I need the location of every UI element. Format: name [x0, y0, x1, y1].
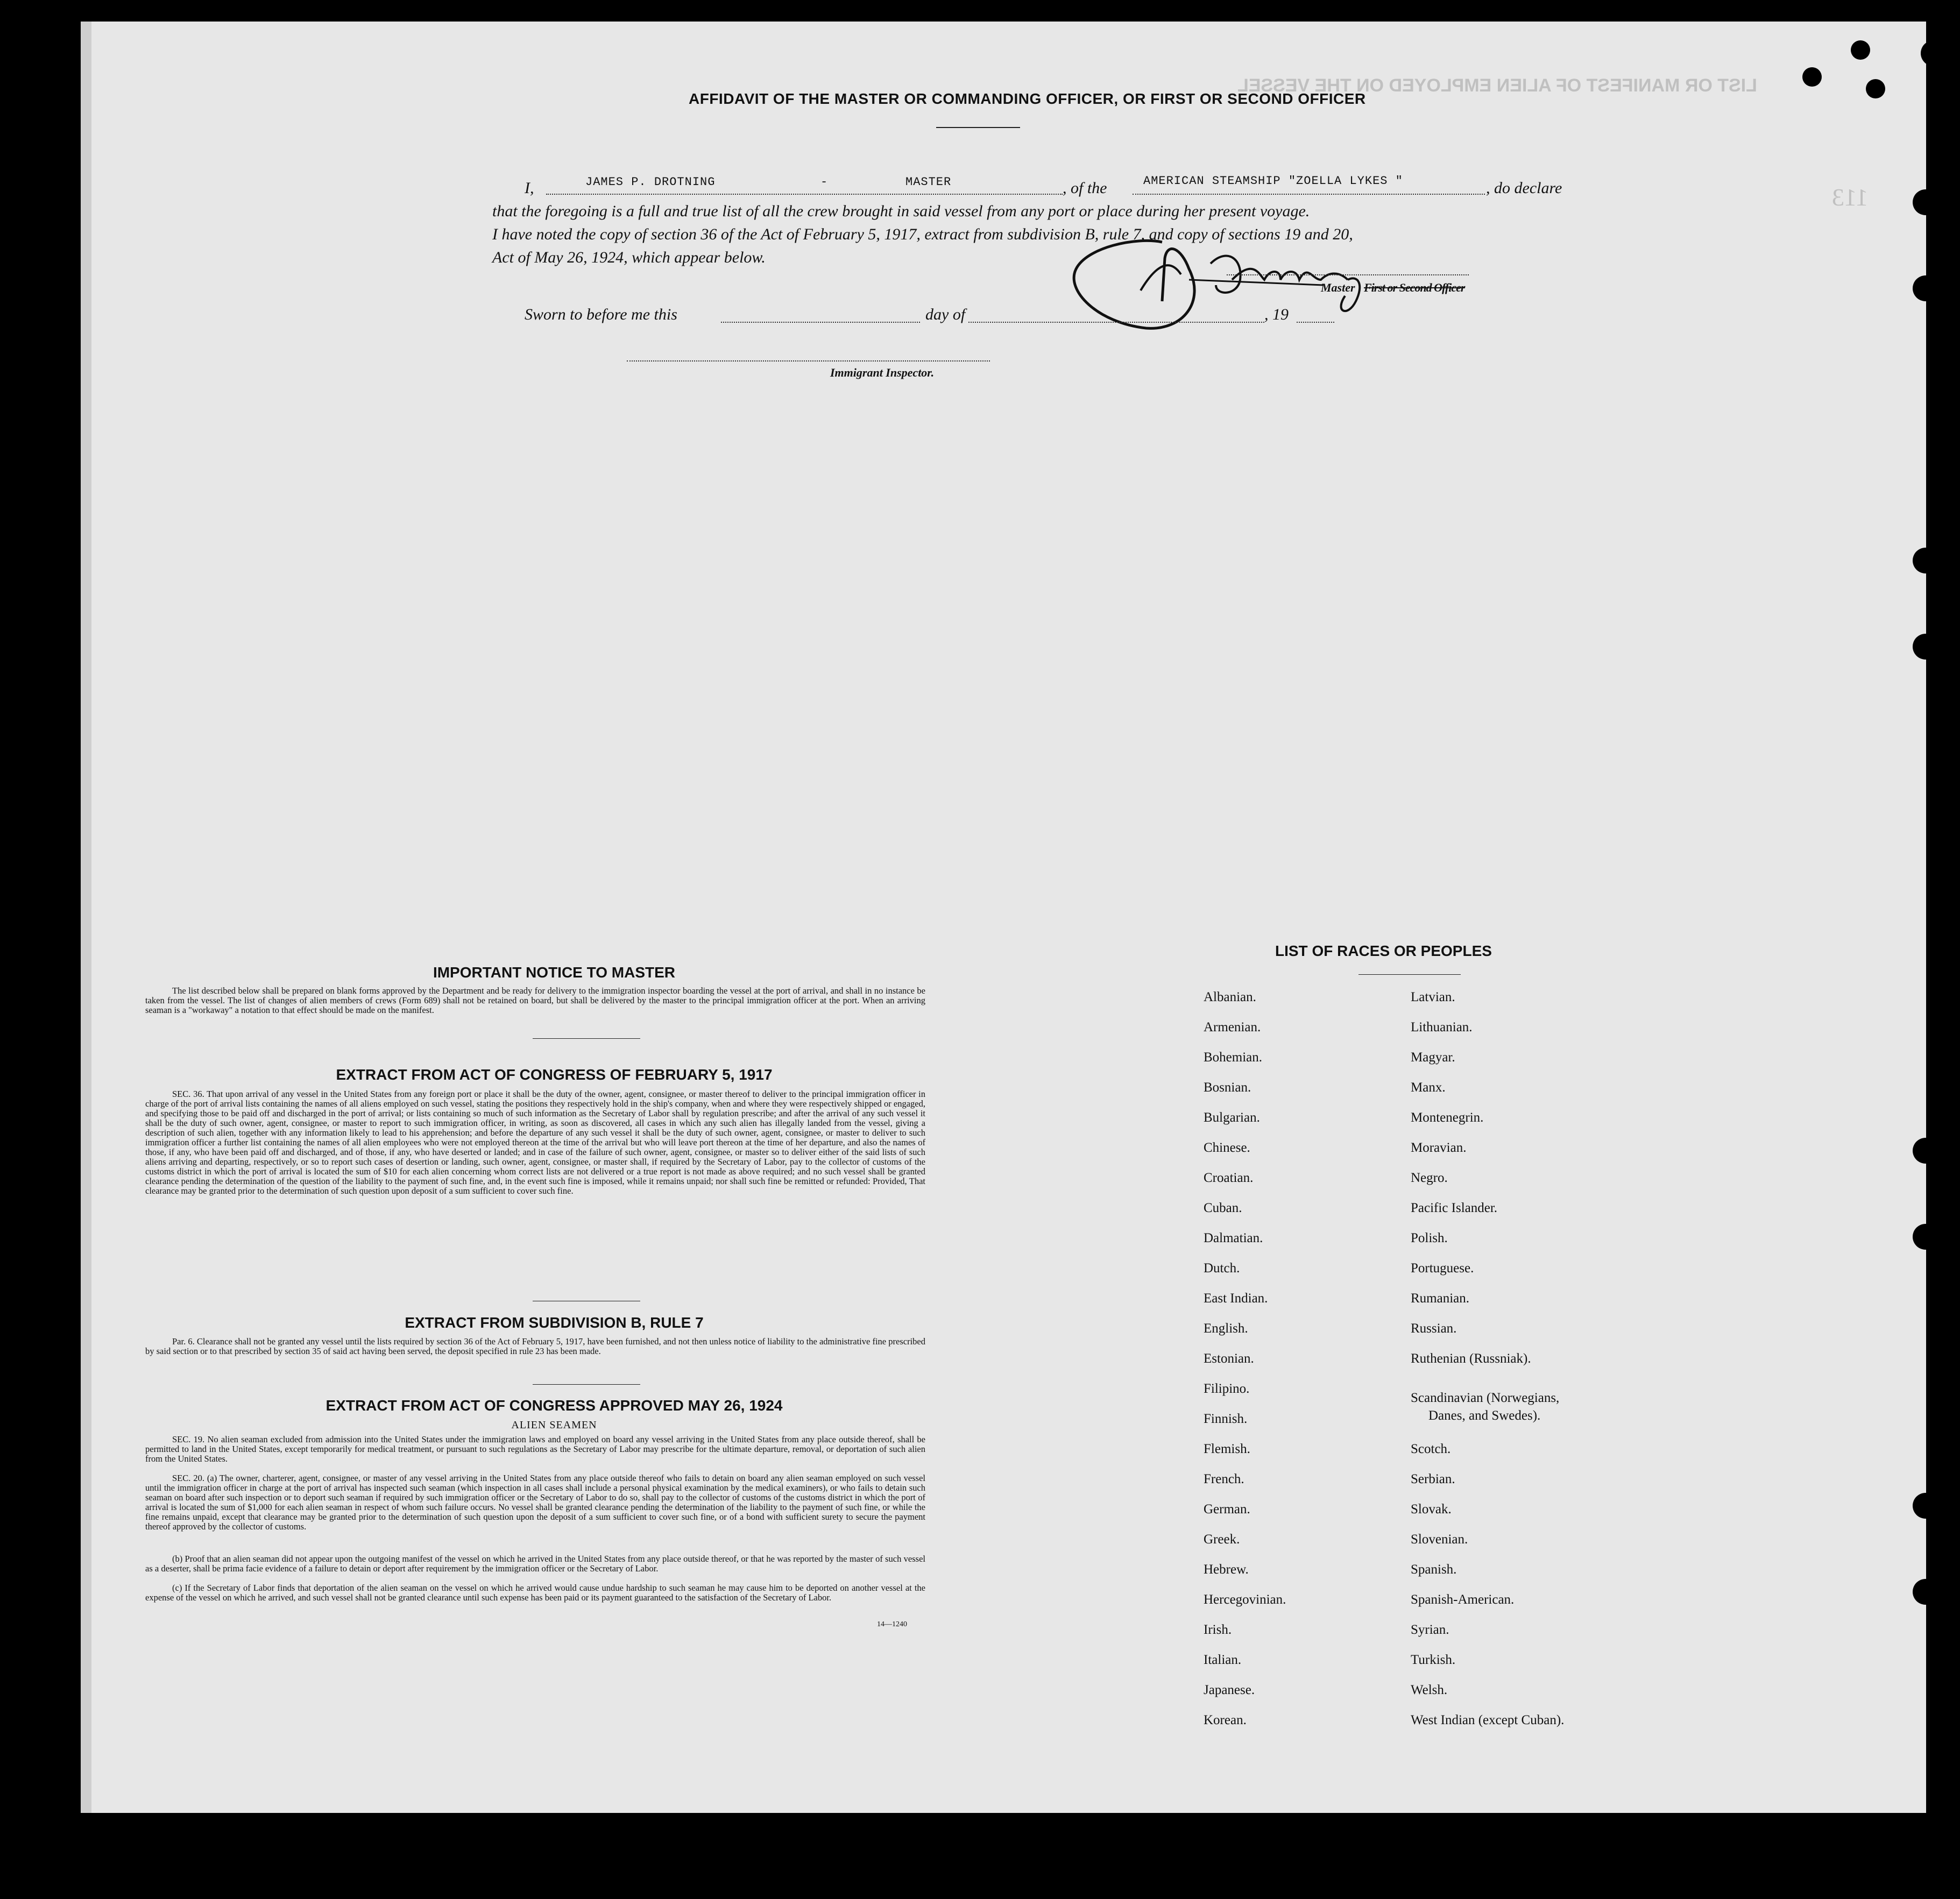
page-edge	[81, 22, 91, 1813]
month-underline	[968, 322, 1264, 323]
sec20c-text: (c) If the Secretary of Labor finds that deportation of the alien seaman on the vessel on which he arrived would cause undue hardship to such seaman he may cause him to be deported on another vessel at the expense of the vessel on which he arrived, and such vessel shall not be granted clearance until such expense has been paid or its payment guaranteed to the satisfaction of the Secretary of Labor.	[145, 1583, 925, 1603]
punch-hole	[1913, 1224, 1938, 1250]
extract-1917-text: SEC. 36. That upon arrival of any vessel in the United States from any foreign port or place it shall be the duty of the owner, agent, consignee, or master thereof to deliver to the principal immigration officer in charge of the port of arrival lists containing the names of all aliens employed on such vessel, stating the positions they respectively hold in the ship's company, when and where they were respectively shipped or engaged, and specifying those to be paid off and discharged in the port of arrival; or lists containing so much of such information as the Secretary of Labor shall by regulation prescribe; and after the arrival of any such vessel it shall be the duty of such owner, agent, consignee, or master to report to such immigration officer, in writing, as soon as discovered, all cases in which any such alien has illegally landed from the vessel, giving a description of such alien, together with any information likely to lead to his apprehension; and before the departure of any such vessel it shall be the duty of such owner, agent, consignee, or master to deliver to such immigration officer a further list containing the names of all alien employees who were not employed thereon at the time of the arrival but who will leave port thereon at the time of her departure, and also the names of those, if any, who have been paid off and discharged, and of those, if any, who have deserted or landed; and in case of the failure of such owner, agent, consignee, or master so to deliver either of the said lists of such aliens arriving and departing, respectively, or so to report such cases of desertion or landing, such owner, agent, consignee, or master shall, if required by the Secretary of Labor, pay to the collector of customs of the customs district in which the port of arrival is located the sum of $10 for each alien concerning whom correct lists are not delivered or a true report is not made as above required; and no such vessel shall be granted clearance pending the determination of the question of the liability to the payment of such fine, and, in the event such fine is imposed, while it remains unpaid; nor shall such fine be remitted or refunded: Provided, That clearance may be granted prior to the determination of such question upon deposit of a sum sufficient to cover such fine.	[145, 1089, 925, 1196]
affidavit-lead: I,	[525, 179, 534, 197]
punch-hole	[1921, 40, 1947, 66]
name-dash: -	[820, 175, 829, 189]
inspector-label: Immigrant Inspector.	[830, 366, 935, 379]
race-left: Korean.	[1204, 1713, 1247, 1727]
sworn-text: Sworn to before me this	[525, 306, 677, 323]
race-right: Pacific Islander.	[1411, 1201, 1498, 1215]
punch-hole	[1851, 40, 1870, 60]
vessel-underline	[1133, 194, 1485, 195]
race-left: Greek.	[1204, 1532, 1240, 1547]
sec20a-text: SEC. 20. (a) The owner, charterer, agent, consignee, or master of any vessel arriving in the United States from any place outside thereof who fails to detain on board any alien seaman employed on such vessel until the immigration officer in charge at the port of arrival has inspected such seaman (which inspection in all cases shall include a personal physical examination by the medical examiners), or who fails to detain such seaman on board after such inspection or to deport such seaman if required by such immigration officer or the Secretary of Labor to do so, shall pay to the collector of customs of the customs district in which the port of arrival is located the sum of $1,000 for each alien seaman in respect of whom such failure occurs. No vessel shall be granted clearance pending the determination of the liability to the payment of such fine, or while the fine remains unpaid, except that clearance may be granted prior to the determination of such question upon the deposit of a sum sufficient to cover such fine, or of a bond with sufficient surety to secure the payment thereof approved by the collector of customs.	[145, 1473, 925, 1532]
race-left: German.	[1204, 1502, 1250, 1517]
race-right: Portuguese.	[1411, 1261, 1474, 1276]
document-page	[81, 22, 1926, 1813]
race-right: Rumanian.	[1411, 1291, 1470, 1306]
year-underline	[1297, 322, 1334, 323]
alien-seamen-subheading: ALIEN SEAMEN	[511, 1419, 597, 1431]
sworn-day-underline	[721, 322, 920, 323]
master-rank: MASTER	[905, 175, 952, 189]
race-right: Negro.	[1411, 1171, 1448, 1185]
races-divider	[1358, 974, 1461, 975]
affidavit-line-4: Act of May 26, 1924, which appear below.	[492, 249, 766, 266]
race-left: Cuban.	[1204, 1201, 1242, 1215]
race-right: Ruthenian (Russniak).	[1411, 1351, 1531, 1366]
race-left: Armenian.	[1204, 1020, 1261, 1034]
race-right: Syrian.	[1411, 1622, 1449, 1637]
extract-1924-heading: EXTRACT FROM ACT OF CONGRESS APPROVED MAY 26, 1924	[326, 1397, 783, 1414]
of-the-text: , of the	[1063, 179, 1107, 197]
name-underline	[546, 194, 1063, 195]
race-right: Scotch.	[1411, 1442, 1451, 1456]
race-right: Magyar.	[1411, 1050, 1455, 1065]
master-name: JAMES P. DROTNING	[585, 175, 716, 189]
race-right: Danes, and Swedes).	[1428, 1408, 1541, 1423]
race-right: Polish.	[1411, 1231, 1448, 1245]
race-right: West Indian (except Cuban).	[1411, 1713, 1565, 1727]
affidavit-line-2: that the foregoing is a full and true list of all the crew brought in said vessel from any port or place during her present voyage.	[492, 202, 1310, 220]
race-right: Slovenian.	[1411, 1532, 1468, 1547]
punch-hole	[1913, 1493, 1938, 1519]
race-left: Hercegovinian.	[1204, 1592, 1286, 1607]
year-prefix: , 19	[1264, 306, 1289, 323]
race-right: Spanish-American.	[1411, 1592, 1515, 1607]
punch-hole	[1802, 67, 1822, 87]
race-left: Flemish.	[1204, 1442, 1250, 1456]
race-left: Dalmatian.	[1204, 1231, 1263, 1245]
inspector-underline	[627, 360, 990, 362]
signature-underline	[1227, 274, 1469, 275]
sec20b-text: (b) Proof that an alien seaman did not appear upon the outgoing manifest of the vessel on which he arrived in the United States from any place outside thereof, or that he was reported by the master of such vessel as a deserter, shall be prima facie evidence of a failure to detain or deport after requirement by the immigration officer or the Secretary of Labor.	[145, 1554, 925, 1574]
race-left: French.	[1204, 1472, 1244, 1486]
race-left: Bosnian.	[1204, 1080, 1251, 1095]
race-left: Italian.	[1204, 1653, 1242, 1667]
rule7-heading: EXTRACT FROM SUBDIVISION B, RULE 7	[405, 1314, 704, 1331]
race-left: Chinese.	[1204, 1140, 1250, 1155]
race-left: East Indian.	[1204, 1291, 1268, 1306]
race-right: Manx.	[1411, 1080, 1446, 1095]
race-right: Montenegrin.	[1411, 1110, 1484, 1125]
race-left: Bohemian.	[1204, 1050, 1263, 1065]
race-right: Lithuanian.	[1411, 1020, 1473, 1034]
bleed-through-header: LIST OR MANIFEST OF ALIEN EMPLOYED ON THE VESSEL	[1237, 75, 1757, 96]
extract-1917-heading: EXTRACT FROM ACT OF CONGRESS OF FEBRUARY 5, 1917	[336, 1066, 773, 1083]
affidavit-title: AFFIDAVIT OF THE MASTER OR COMMANDING OFFICER, OR FIRST OR SECOND OFFICER	[689, 90, 1366, 107]
race-right: Turkish.	[1411, 1653, 1456, 1667]
punch-hole	[1913, 634, 1938, 660]
race-left: Dutch.	[1204, 1261, 1240, 1276]
signature-master-label: Master	[1321, 281, 1355, 294]
race-right: Serbian.	[1411, 1472, 1455, 1486]
race-right: Slovak.	[1411, 1502, 1452, 1517]
punch-hole	[1913, 275, 1938, 301]
divider-3	[533, 1384, 640, 1385]
race-right: Welsh.	[1411, 1683, 1448, 1697]
race-left: Bulgarian.	[1204, 1110, 1260, 1125]
race-left: Hebrew.	[1204, 1562, 1249, 1577]
punch-hole	[1913, 189, 1938, 215]
title-divider	[936, 127, 1020, 128]
divider-1	[533, 1038, 640, 1039]
punch-hole	[1866, 79, 1885, 98]
notice-text: The list described below shall be prepared on blank forms approved by the Department and be ready for delivery to the immigration inspector boarding the vessel at the port of arrival, and shall in no instance be taken from the vessel. The list of changes of alien members of crews (Form 689) shall not be retained on board, but shall be delivered by the master to the principal immigration officer at the port. When an arriving seaman is a "workaway" a notation to that effect should be made on the manifest.	[145, 986, 925, 1015]
vessel-name: AMERICAN STEAMSHIP "ZOELLA LYKES "	[1143, 174, 1403, 188]
punch-hole	[1913, 548, 1938, 573]
signature-struck-label: First or Second Officer	[1364, 281, 1465, 294]
race-right: Scandinavian (Norwegians,	[1411, 1391, 1560, 1405]
punch-hole	[1913, 1138, 1938, 1164]
declare-text: , do declare	[1486, 179, 1562, 197]
races-heading: LIST OF RACES OR PEOPLES	[1275, 943, 1492, 959]
race-left: English.	[1204, 1321, 1248, 1336]
race-right: Spanish.	[1411, 1562, 1457, 1577]
race-left: Estonian.	[1204, 1351, 1254, 1366]
race-left: Irish.	[1204, 1622, 1232, 1637]
race-left: Finnish.	[1204, 1412, 1248, 1426]
rule7-text: Par. 6. Clearance shall not be granted any vessel until the lists required by section 36 of the Act of February 5, 1917, have been furnished, and not then unless notice of liability to the administrative fine prescribed by said section or to that prescribed by section 35 of said act having been served, the deposit specified in rule 23 has been made.	[145, 1336, 925, 1356]
form-number: 14—1240	[877, 1620, 907, 1628]
sec19-text: SEC. 19. No alien seaman excluded from admission into the United States under the immigration laws and employed on board any vessel arriving in the United States from any place outside thereof, shall be permitted to land in the United States, except temporarily for medical treatment, or pursuant to such regulations as the Secretary of Labor may prescribe for the ultimate departure, removal, or deportation of such alien from the United States.	[145, 1434, 925, 1464]
affidavit-line-3: I have noted the copy of section 36 of the Act of February 5, 1917, extract from subdivision B, rule 7, and copy of sections 19 and 20,	[492, 225, 1353, 243]
punch-hole	[1913, 1579, 1938, 1605]
race-left: Japanese.	[1204, 1683, 1255, 1697]
day-of-text: day of	[925, 306, 966, 323]
race-left: Croatian.	[1204, 1171, 1254, 1185]
race-right: Latvian.	[1411, 990, 1455, 1004]
race-left: Filipino.	[1204, 1381, 1250, 1396]
margin-page-number: 113	[1832, 183, 1869, 211]
race-right: Russian.	[1411, 1321, 1457, 1336]
race-left: Albanian.	[1204, 990, 1256, 1004]
race-right: Moravian.	[1411, 1140, 1467, 1155]
notice-heading: IMPORTANT NOTICE TO MASTER	[433, 964, 676, 981]
